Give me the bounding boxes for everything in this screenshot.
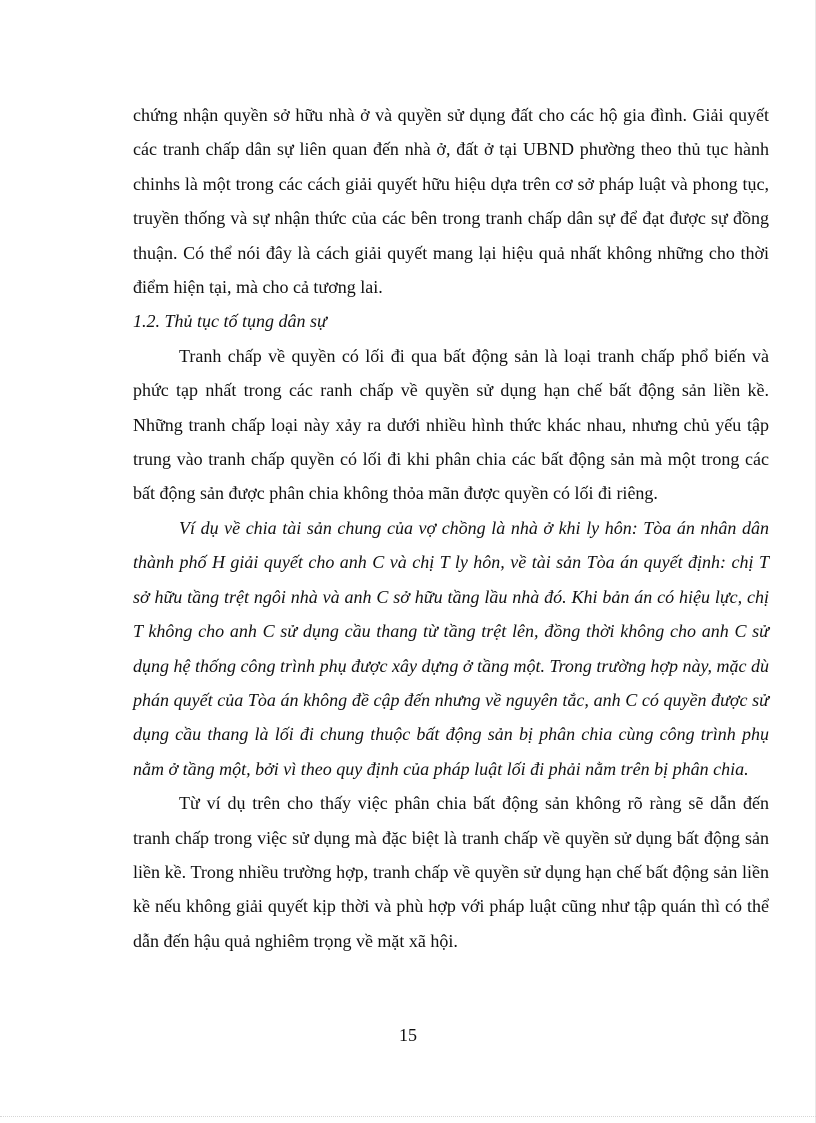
paragraph-conclusion: Từ ví dụ trên cho thấy việc phân chia bất động sản không rõ ràng sẽ dẫn đến tranh chấp trong việc sử dụng mà đặc biệt là tranh chấp về quyền sử dụng bất động sản liền kề. Trong nhiều trường hợp, tranh chấp về quyền sử dụng hạn chế bất động sản liền kề nếu không giải quyết kịp thời và phù hợp với pháp luật cũng như tập quán thì có thể dẫn đến hậu quả nghiêm trọng về mặt xã hội. [133,793,769,951]
paragraph-example-divorce: Ví dụ về chia tài sản chung của vợ chồng là nhà ở khi ly hôn: Tòa án nhân dân thành phố H giải quyết cho anh C và chị T ly hôn, về tài sản Tòa án quyết định: chị T sở hữu tầng trệt ngôi nhà và anh C sở hữu tầng lầu nhà đó. Khi bản án có hiệu lực, chị T không cho anh C sử dụng cầu thang từ tầng trệt lên, đồng thời không cho anh C sử dụng hệ thống công trình phụ được xây dựng ở tầng một. Trong trường hợp này, mặc dù phán quyết của Tòa án không đề cập đến nhưng về nguyên tắc, anh C có quyền được sử dụng cầu thang là lối đi chung thuộc bất động sản bị phân chia cùng công trình phụ nằm ở tầng một, bởi vì theo quy định của pháp luật lối đi phải nằm trên bị phân chia. [133,517,769,779]
paragraph-land-certificate: chứng nhận quyền sở hữu nhà ở và quyền sử dụng đất cho các hộ gia đình. Giải quyết các tranh chấp dân sự liên quan đến nhà ở, đất ở tại UBND phường theo thủ tục hành chinhs là một trong các cách giải quyết hữu hiệu dựa trên cơ sở pháp luật và phong tục, truyền thống và sự nhận thức của các bên trong tranh chấp dân sự để đạt được sự đồng thuận. Có thể nói đây là cách giải quyết mang lại hiệu quả nhất không những cho thời điểm hiện tại, mà cho cả tương lai. [133,105,769,298]
page-number: 15 [399,1025,417,1045]
section-heading: 1.2. Thủ tục tố tụng dân sự [133,311,327,332]
page-bottom-divider [0,1116,816,1117]
page-body [133,98,769,958]
paragraph-right-of-way-dispute: Tranh chấp về quyền có lối đi qua bất động sản là loại tranh chấp phổ biến và phức tạp nhất trong các ranh chấp về quyền sử dụng hạn chế bất động sản liền kề. Những tranh chấp loại này xảy ra dưới nhiều hình thức khác nhau, nhưng chủ yếu tập trung vào tranh chấp quyền có lối đi khi phân chia các bất động sản mà một trong các bất động sản được phân chia không thỏa mãn được quyền có lối đi riêng. [133,345,769,504]
